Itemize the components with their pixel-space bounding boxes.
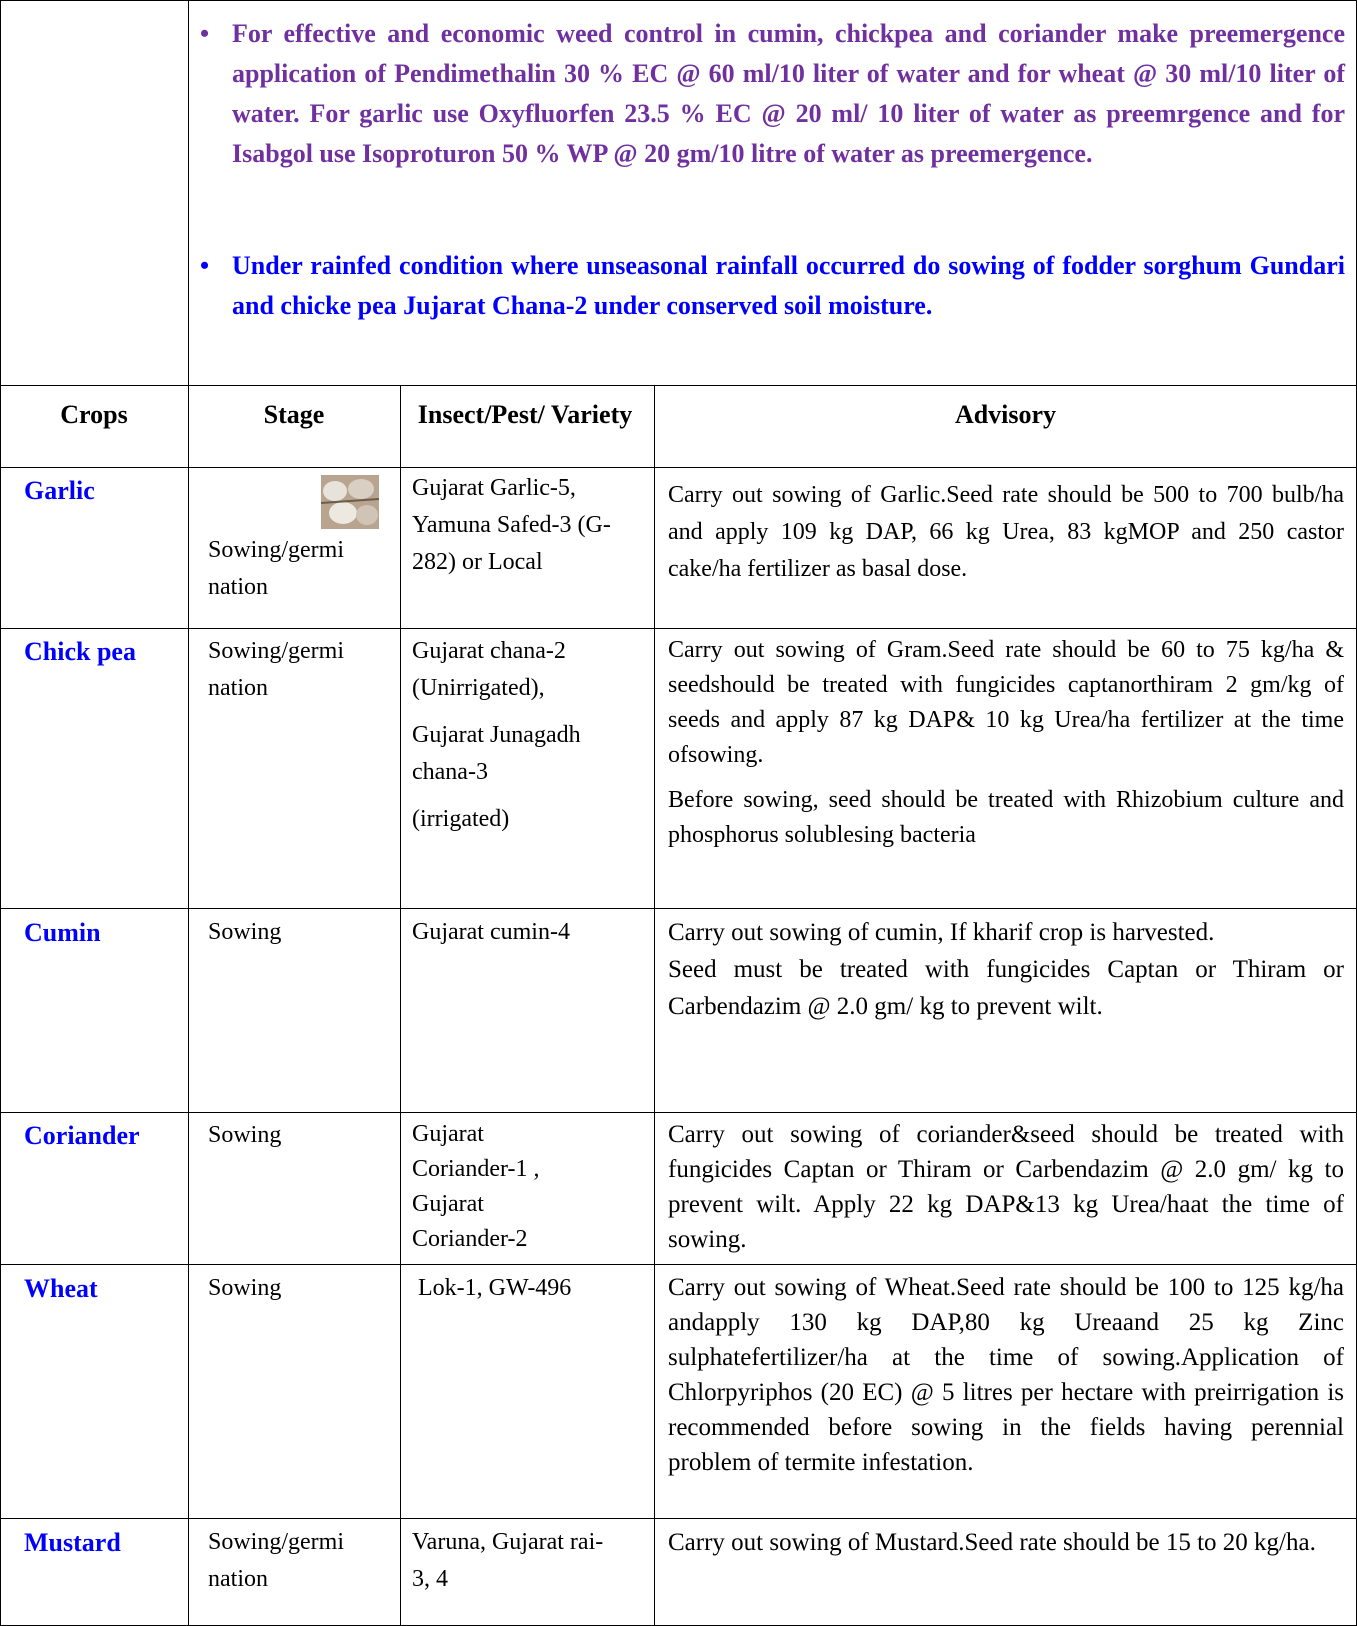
crop-wheat: Wheat — [24, 1274, 98, 1303]
border-left — [0, 0, 1, 1626]
note-text: Under rainfed condition where unseasonal rainfall occurred do sowing of fodder sorghum Gundari and chicke pea Jujarat Chana-2 under conserved soil moisture. — [232, 251, 1345, 320]
row-line — [0, 467, 1357, 468]
advisory-coriander — [668, 1117, 1344, 1257]
advisory-text: Carry out sowing of Gram.Seed rate should be 60 to 75 kg/ha & seedshould be treated with fungicides captanorthiram 2 gm/kg of seeds and apply 87 kg DAP& 10 kg Urea/ha fertilizer at the time ofsowing. — [668, 637, 1344, 768]
bullet-icon: • — [200, 251, 210, 280]
bullet-icon: • — [200, 19, 210, 48]
crop-mustard: Mustard — [24, 1528, 121, 1557]
advisory-text: Seed must be treated with fungicides Captan or Thiram or Carbendazim @ 2.0 gm/ kg to prevent wilt. — [668, 956, 1344, 1020]
stage-wheat: Sowing — [208, 1275, 282, 1301]
advisory-text: Before sowing, seed should be treated with Rhizobium culture and phosphorus solublesing bacteria — [668, 787, 1344, 848]
weed-control-note — [200, 14, 1345, 174]
crop-cumin: Cumin — [24, 918, 101, 947]
header-advisory: Advisory — [954, 400, 1057, 429]
border-top — [0, 0, 1357, 1]
advisory-cumin — [668, 914, 1344, 1025]
rainfed-note — [200, 246, 1345, 326]
advisory-chickpea — [668, 633, 1344, 853]
notes-divider — [188, 0, 189, 385]
header-crops: Crops — [60, 400, 128, 429]
header-variety: Insect/Pest/ Variety — [417, 400, 633, 429]
row-line — [0, 1112, 1357, 1113]
advisory-mustard — [668, 1524, 1344, 1561]
stage-cumin: Sowing — [208, 919, 282, 945]
row-line — [0, 1518, 1357, 1519]
header-stage: Stage — [263, 400, 325, 429]
advisory-text: Carry out sowing of cumin, If kharif crop is harvested. — [668, 919, 1215, 946]
variety-line: (irrigated) — [412, 806, 510, 832]
variety-wheat: Lok-1, GW-496 — [412, 1275, 572, 1301]
advisory-garlic — [668, 477, 1344, 588]
variety-mustard: Varuna, Gujarat rai-3, 4 — [412, 1529, 604, 1592]
variety-coriander: Gujarat Coriander-1 , Gujarat Coriander-2 — [412, 1121, 540, 1252]
stage-coriander: Sowing — [208, 1122, 282, 1148]
variety-line: Gujarat chana-2 (Unirrigated), — [412, 638, 566, 701]
crop-chickpea: Chick pea — [24, 637, 136, 666]
advisory-text: Carry out sowing of Wheat.Seed rate should be 100 to 125 kg/ha andapply 130 kg DAP,80 kg Ureaand 25 kg Zinc sulphatefertilizer/ha at the time of sowing.Application of Chlorpyriphos (20 EC) @ 5 litres per hectare with preirrigation is recommended before sowing in the fields having perennial problem of termite infestation. — [668, 1274, 1344, 1476]
variety-garlic: Gujarat Garlic-5, Yamuna Safed-3 (G-282) or Local — [412, 475, 611, 575]
variety-cumin: Gujarat cumin-4 — [412, 919, 570, 945]
advisory-text: Carry out sowing of Mustard.Seed rate should be 15 to 20 kg/ha. — [668, 1529, 1316, 1556]
crop-coriander: Coriander — [24, 1121, 140, 1150]
stage-mustard: Sowing/germi nation — [208, 1529, 344, 1592]
row-line — [0, 1264, 1357, 1265]
row-line — [0, 628, 1357, 629]
advisory-text: Carry out sowing of Garlic.Seed rate should be 500 to 700 bulb/ha and apply 109 kg DAP, 66 kg Urea, 83 kgMOP and 250 castor cake/ha fertilizer as basal dose. — [668, 482, 1344, 582]
variety-chickpea — [412, 633, 644, 838]
variety-line: Gujarat Junagadh chana-3 — [412, 722, 581, 785]
row-line — [0, 385, 1357, 386]
col-line — [188, 385, 189, 1626]
row-line — [0, 908, 1357, 909]
col-line — [654, 385, 655, 1626]
advisory-wheat — [668, 1270, 1344, 1480]
garlic-image — [321, 475, 379, 529]
col-line — [400, 385, 401, 1626]
crop-garlic: Garlic — [24, 476, 95, 505]
note-text: For effective and economic weed control in cumin, chickpea and coriander make preemergence application of Pendimethalin 30 % EC @ 60 ml/10 liter of water and for wheat @ 30 ml/10 liter of water. For garlic use Oxyfluorfen 23.5 % EC @ 20 ml/ 10 liter of water as preemrgence and for Isabgol use Isoproturon 50 % WP @ 20 gm/10 litre of water as preemergence. — [232, 19, 1345, 168]
stage-chickpea: Sowing/germi nation — [208, 638, 344, 701]
stage-garlic: Sowing/germi nation — [208, 537, 344, 600]
advisory-text: Carry out sowing of coriander&seed should be treated with fungicides Captan or Thiram or Carbendazim @ 2.0 gm/ kg to prevent wilt. Apply 22 kg DAP&13 kg Urea/haat the time of sowing. — [668, 1121, 1344, 1253]
